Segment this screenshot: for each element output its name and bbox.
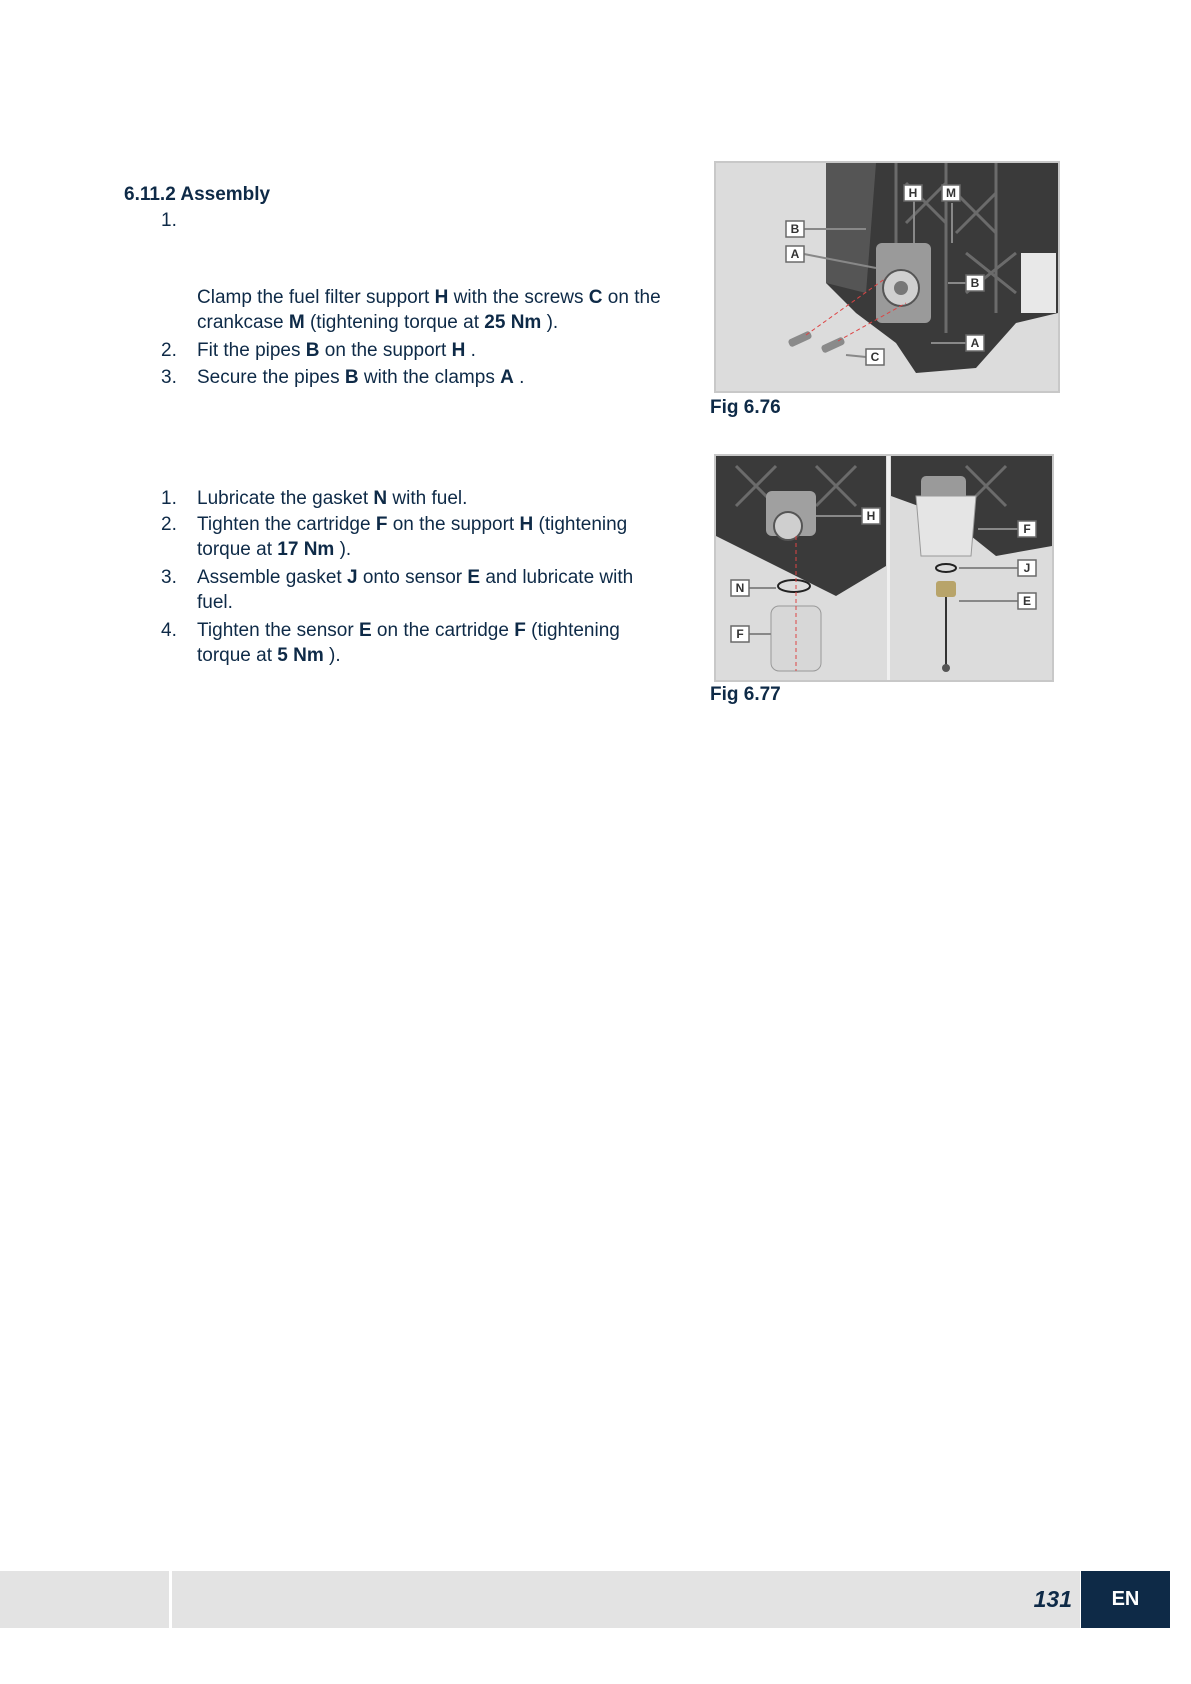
label-h: H <box>866 509 876 523</box>
text-run: Tighten the sensor <box>197 620 359 641</box>
label-m: M <box>946 186 956 200</box>
figure-caption: Fig 6.76 <box>710 397 781 418</box>
step-number: 1. <box>161 488 177 509</box>
text-run: Lubricate the gasket <box>197 488 374 509</box>
section-heading: 6.11.2 Assembly <box>124 184 271 205</box>
text-run: on the crankcase <box>197 287 661 333</box>
text-run: with the screws <box>448 287 589 308</box>
step-number: 1. <box>161 210 177 231</box>
text-run: (tightening torque at <box>304 312 485 333</box>
bold-term: F <box>375 514 388 535</box>
text-run: on the support <box>319 340 452 361</box>
label-a: A <box>790 247 800 261</box>
label-c: C <box>870 350 880 364</box>
text-run: (tightening torque at <box>197 620 620 666</box>
text-run: (tightening torque at <box>197 514 628 560</box>
step-text <box>197 365 667 390</box>
bold-term: A <box>500 367 514 388</box>
label-b: B <box>790 222 800 236</box>
figure-fuel-cartridge <box>714 454 1054 682</box>
label-b-2: B <box>970 276 980 290</box>
text-run: onto sensor <box>357 567 468 588</box>
bold-term: F <box>514 620 526 641</box>
text-run: with fuel. <box>387 488 468 509</box>
step-number: 2. <box>161 514 177 535</box>
bold-term: N <box>373 488 388 509</box>
text-run: ). <box>334 539 352 560</box>
engine-illustration-2 <box>716 456 1052 680</box>
bold-term: 25 Nm <box>484 312 542 333</box>
engine-illustration-1 <box>716 163 1058 391</box>
text-run: Assemble gasket <box>197 567 347 588</box>
language-badge: EN <box>1081 1571 1170 1628</box>
bold-term: H <box>519 514 534 535</box>
text-run: on the cartridge <box>371 620 515 641</box>
step-number: 3. <box>161 367 177 388</box>
label-j: J <box>1023 561 1031 575</box>
bold-term: H <box>451 340 466 361</box>
label-n: N <box>735 581 745 595</box>
label-a-2: A <box>970 336 980 350</box>
bold-term: M <box>288 312 305 333</box>
footer-bar <box>0 1571 1080 1628</box>
figure-caption: Fig 6.77 <box>710 684 781 705</box>
bold-term: C <box>588 287 603 308</box>
label-f-2: F <box>1023 522 1031 536</box>
bold-term: J <box>346 567 358 588</box>
step-text <box>197 285 667 335</box>
label-h: H <box>908 186 918 200</box>
text-run: Clamp the fuel filter support <box>197 287 435 308</box>
text-run: and lubricate with fuel. <box>197 567 634 613</box>
text-run: ). <box>541 312 559 333</box>
step-number: 3. <box>161 567 177 588</box>
bold-term: 17 Nm <box>277 539 335 560</box>
footer-divider <box>169 1571 172 1628</box>
bold-term: E <box>467 567 481 588</box>
step-number: 4. <box>161 620 177 641</box>
step-text <box>197 512 667 562</box>
label-f: F <box>736 627 744 641</box>
page-number: 131 <box>1033 1586 1072 1612</box>
label-e: E <box>1022 594 1032 608</box>
step-text <box>197 486 667 511</box>
step-text <box>197 618 667 668</box>
text-run: . <box>513 367 525 388</box>
figure-fuel-filter-support <box>714 161 1060 393</box>
step-text <box>197 565 667 615</box>
step-number: 2. <box>161 340 177 361</box>
bold-term: E <box>358 620 372 641</box>
bold-term: 5 Nm <box>277 645 324 666</box>
text-run: . <box>465 340 476 361</box>
text-run: with the clamps <box>358 367 501 388</box>
bold-term: B <box>305 340 320 361</box>
step-text <box>197 338 667 363</box>
text-run: ). <box>323 645 341 666</box>
bold-term: H <box>434 287 449 308</box>
text-run: on the support <box>387 514 520 535</box>
bold-term: B <box>344 367 359 388</box>
text-run: Secure the pipes <box>197 367 345 388</box>
text-run: Tighten the cartridge <box>197 514 376 535</box>
text-run: Fit the pipes <box>197 340 306 361</box>
